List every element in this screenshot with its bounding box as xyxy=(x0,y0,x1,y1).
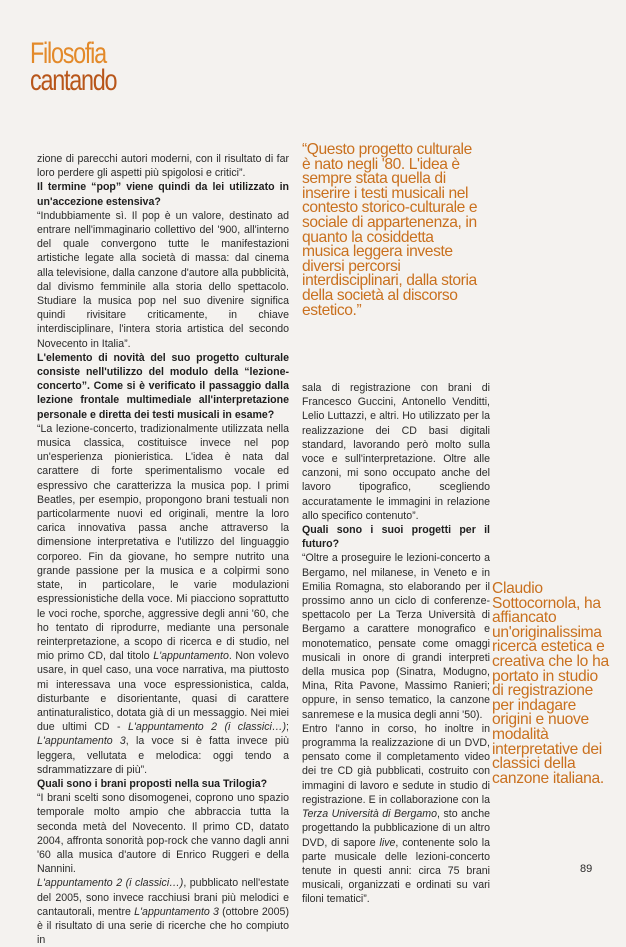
paragraph: “Indubbiamente sì. Il pop è un valore, destinato ad entrare nell'immaginario collettivo del '900, all'interno del quale convergono tutte le manifestazioni artistiche legate alla società di massa: dal cinema alla televisione, dalla canzone d'autore alla pubblicità, dal divismo femminile alla storia dello spettacolo. Studiare la musica pop nel suo divenire significa quindi rivisitare criticamente, in chiave interdisciplinare, l'intera storia artistica del secondo Novecento in Italia”. xyxy=(37,209,289,350)
interview-question: Il termine “pop” viene quindi da lei utilizzato in un'accezione estensiva? xyxy=(37,181,289,208)
paragraph: zione di parecchi autori moderni, con il risultato di far loro perdere gli aspetti più spigolosi e critici”. xyxy=(37,153,289,180)
magazine-section-logo xyxy=(30,37,141,97)
live-term: live xyxy=(379,836,396,849)
middle-text-column xyxy=(302,381,490,907)
paragraph: Entro l'anno in corso, ho inoltre in programma la realizzazione di un DVD, pensato come il completamento video dei tre CD già pubblicati, costruito con immagini di lavoro e sedute in studio di registrazione. E in collaborazione con la Terza Università di Bergamo, sto anche progettando la pubblicazione di un altro DVD, di sapore live, contenente solo la parte musicale delle lezioni-concerto tenute in questi anni: circa 75 brani musicali, organizzati e ordinati su vari filoni tematici”. xyxy=(302,722,491,906)
left-text-column xyxy=(37,152,289,947)
logo-line-2: cantando xyxy=(30,64,117,97)
cd-title: L'appuntamento 3 xyxy=(134,905,219,918)
institution-name: Terza Università di Bergamo xyxy=(302,808,438,821)
interview-question: Quali sono i brani proposti nella sua Trilogia? xyxy=(37,777,268,790)
interview-question: Quali sono i suoi progetti per il futuro? xyxy=(302,524,490,551)
cd-title: L'appuntamento 2 (i classici…) xyxy=(37,877,184,890)
pull-quote: “Questo progetto culturale è nato negli '80. L'idea è sempre stata quella di inserire i testi musicali nel contesto storico-culturale e sociale di appartenenza, in quanto la cosiddetta musica leggera investe diversi percorsi interdisciplinari, dalla storia della società al discorso estetico.” xyxy=(302,141,478,319)
paragraph: L'appuntamento 2 (i classici…), pubblicato nell'estate del 2005, sono invece racchiusi brani più melodici e cantautorali, mentre L'appuntamento 3 (ottobre 2005) è il risultato di una serie di ricerche che ho compiuto in xyxy=(37,877,289,947)
interview-question: L'elemento di novità del suo progetto culturale consiste nell'utilizzo del modulo della “lezione-concerto”. Come si è verificato il passaggio dalla lezione frontale multimediale all'interpretazione personale e diretta dei testi musicali in esame? xyxy=(37,351,289,421)
cd-title: L'appuntamento xyxy=(153,650,229,663)
paragraph: sala di registrazione con brani di Francesco Guccini, Antonello Venditti, Lelio Luttazzi, e altri. Ho utilizzato per la realizzazione dei CD basi digitali standard, lavorando però molto sulla voce e sull'interpretazione. Oltre alle canzoni, mi sono occupato anche del lavoro tipografico, scegliendo accuratamente le immagini in relazione allo specifico contenuto”. xyxy=(302,382,490,522)
cd-title: L'appuntamento 2 (i classici…) xyxy=(128,721,287,734)
side-pull-quote: Claudio Sottocornola, ha affiancato un'originalissima ricerca estetica e creativa che lo ha portato in studio di registrazione per indagare origini e nuove modalità interpretative dei classici della canzone italiana. xyxy=(492,580,609,787)
logo-line-1: Filosofia xyxy=(30,37,106,70)
paragraph: “Oltre a proseguire le lezioni-concerto a Bergamo, nel milanese, in Veneto e in Emilia Romagna, sto elaborando per il prossimo anno un ciclo di conferenze-spettacolo per La Terza Università di Bergamo a carattere monografico e monotematico, pensate come omaggi musicali in onore di grandi interpreti della musica pop (Sinatra, Modugno, Mina, Rita Pavone, Massimo Ranieri; oppure, in senso tematico, la canzone sanremese e la musica degli anni '50). xyxy=(302,552,490,721)
page-number: 89 xyxy=(580,863,593,875)
paragraph: “La lezione-concerto, tradizionalmente utilizzata nella musica classica, costituisce invece nel pop un'esperienza pionieristica. L'idea è nata dal carattere di forte sperimentalismo vocale ed espressivo che caratterizza la musica pop. I primi Beatles, per esempio, propongono brani testuali non particolarmente nuovi ed originali, mentre la loro carica innovativa passa anche attraverso la dimensione interpretativa e l'utilizzo del linguaggio corporeo. Fin da giovane, ho sempre nutrito una grande passione per la musica e a colpirmi sono state, in particolare, le varie modulazioni espressionistiche della voce. Mi piacciono soprattutto le voci roche, sporche, aggressive degli anni '60, che ho tentato di riprodurre, mediante una personale reinterpretazione, a scopo di ricerca e di studio, nel mio primo CD, dal titolo L'appuntamento. Non volevo usare, in quel caso, una voce narrativa, ma piuttosto mi interessava una voce espressionistica, calda, disturbante e disorientante, quasi di carattere antinaturalistico, dotata già di un messaggio. Nei miei due ultimi CD - L'appuntamento 2 (i classici…); L'appuntamento 3, la voce si è fatta invece più leggera, vellutata e melodica: oggi tendo a sdrammatizzare di più”. xyxy=(37,422,289,776)
cd-title: L'appuntamento 3 xyxy=(37,735,126,748)
paragraph: “I brani scelti sono disomogenei, coprono uno spazio temporale molto ampio che abbraccia tutta la seconda metà del Novecento. Il primo CD, datato 2004, affronta sonorità pop-rock che vanno dagli anni '60 alla musica d'autore di Enrico Ruggeri e della Nannini. xyxy=(37,792,289,876)
